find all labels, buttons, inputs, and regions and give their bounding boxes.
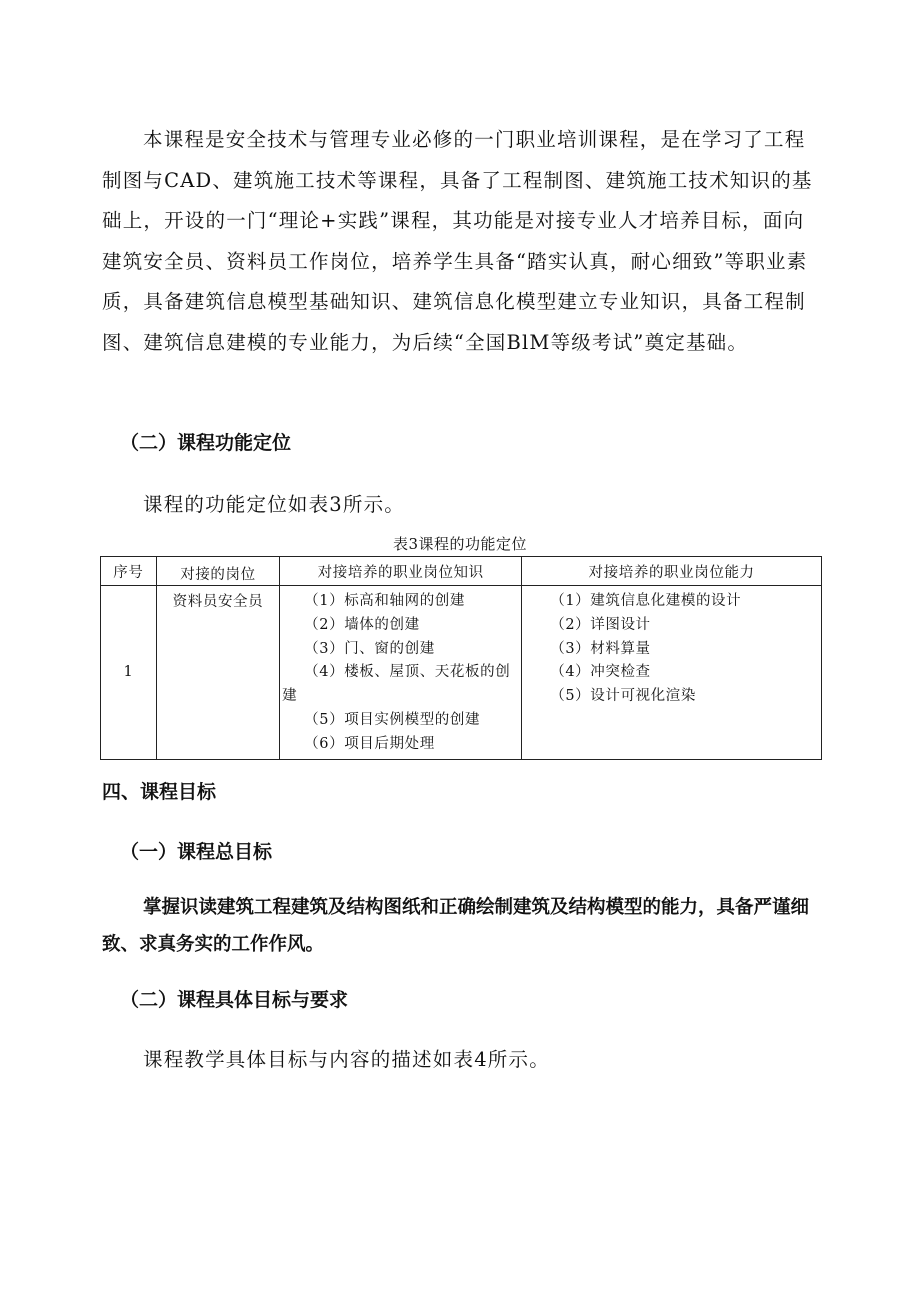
table-row [101, 586, 822, 760]
header-ability: 对接培养的职业岗位能力 [522, 557, 822, 586]
header-post: 对接的岗位 [156, 557, 279, 586]
ability-item: （2）详图设计 [550, 616, 651, 633]
row-ability-cell [522, 586, 822, 760]
row-number: 1 [101, 586, 157, 760]
ability-item: （4）冲突检查 [550, 664, 651, 681]
header-number: 序号 [101, 557, 157, 586]
section-goals-heading: 四、课程目标 [102, 781, 217, 803]
ability-list [522, 586, 821, 711]
knowledge-item: （5）项目实例模型的创建 [304, 711, 481, 728]
ability-item: （1）建筑信息化建模的设计 [550, 593, 742, 609]
table-header-row [101, 557, 822, 586]
ability-item: （3）材料算量 [550, 640, 651, 657]
row-knowledge-cell [280, 586, 522, 760]
knowledge-item: （6）项目后期处理 [304, 735, 435, 752]
table-caption: 表3课程的功能定位 [392, 535, 528, 553]
knowledge-item: （3）门、窗的创建 [304, 640, 435, 657]
knowledge-item: （1）标高和轴网的创建 [304, 593, 465, 609]
section-function-text: 课程的功能定位如表3所示。 [143, 493, 406, 516]
row-post: 资料员安全员 [156, 586, 279, 760]
overall-goal-heading: （一）课程总目标 [120, 841, 273, 863]
knowledge-item: （2）墙体的创建 [304, 616, 420, 633]
knowledge-item: （4）楼板、屋顶、天花板的创建 [282, 664, 511, 705]
overall-goal-text: 掌握识读建筑工程建筑及结构图纸和正确绘制建筑及结构模型的能力，具备严谨细致、求真务实的工作作风。 [102, 897, 810, 955]
intro-paragraph: 本课程是安全技术与管理专业必修的一门职业培训课程，是在学习了工程制图与CAD、建筑施工技术等课程，具备了工程制图、建筑施工技术知识的基础上，开设的一门“理论+实践”课程，其功能是对接专业人才培养目标，面向建筑安全员、资料员工作岗位，培养学生具备“踏实认真，耐心细致”等职业素质，具备建筑信息模型基础知识、建筑信息化模型建立专业知识，具备工程制图、建筑信息建模的专业能力，为后续“全国BlM等级考试”奠定基础。 [102, 128, 813, 354]
knowledge-list [280, 586, 521, 759]
specific-goal-heading: （二）课程具体目标与要求 [120, 989, 349, 1011]
function-table [100, 556, 822, 760]
header-knowledge: 对接培养的职业岗位知识 [280, 557, 522, 586]
section-function-heading: （二）课程功能定位 [120, 432, 292, 454]
specific-goal-text: 课程教学具体目标与内容的描述如表4所示。 [143, 1048, 550, 1071]
ability-item: （5）设计可视化渲染 [550, 688, 696, 705]
